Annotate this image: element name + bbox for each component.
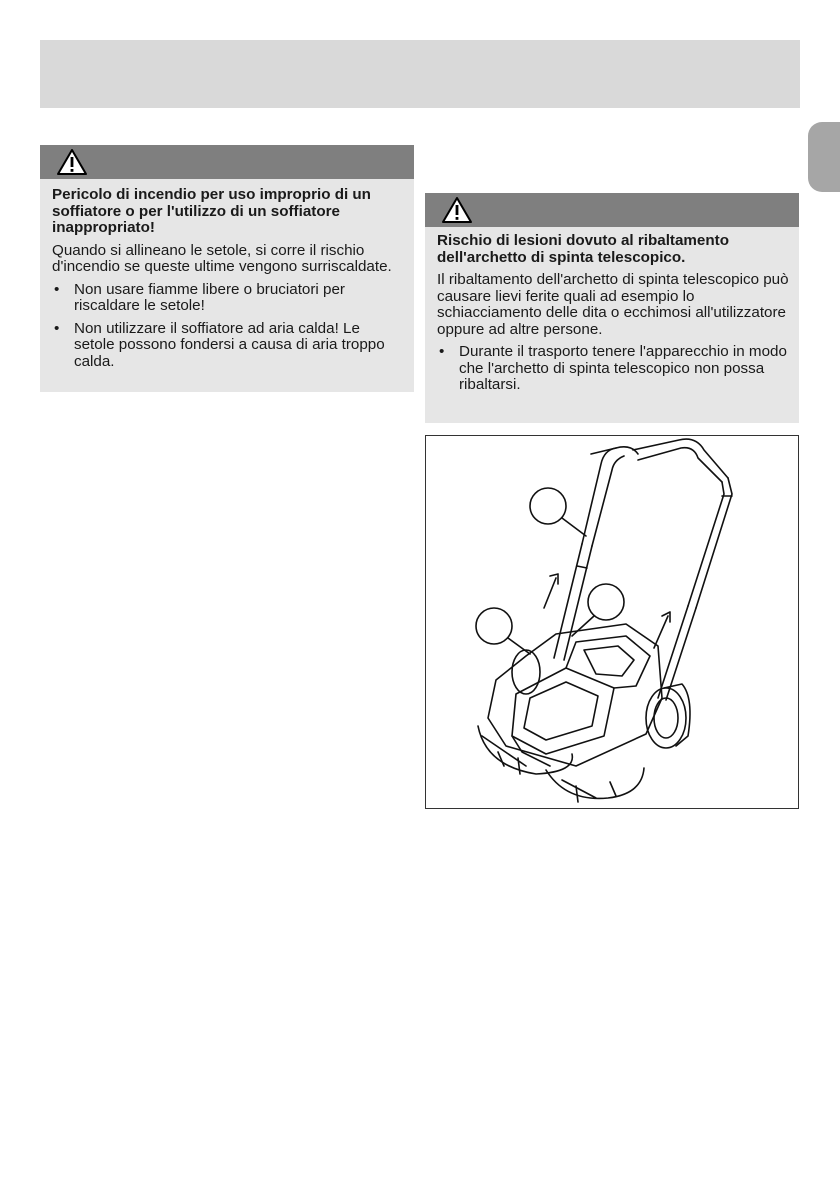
warning-title: Pericolo di incendio per uso improprio di un soffiatore o per l'utilizzo di un soffiatore inappropriato! <box>52 186 371 236</box>
warning-text: Il ribaltamento dell'archetto di spinta telescopico può causare lievi ferite quali ad esempio lo schiacciamento delle dita o ecchimosi all'utilizzatore oppure ad altre persone. <box>437 271 789 338</box>
warning-header <box>425 193 799 227</box>
section-header-bar <box>40 40 800 108</box>
chapter-side-tab <box>808 122 840 192</box>
warning-triangle-icon <box>56 148 88 176</box>
injury-risk-warning <box>425 193 799 423</box>
warning-bullet: • Non utilizzare il soffiatore ad aria calda! Le setole possono fondersi a causa di aria troppo calda. <box>52 321 404 371</box>
warning-triangle-icon <box>441 196 473 224</box>
warning-bullet: • Durante il trasporto tenere l'apparecchio in modo che l'archetto di spinta telescopico non possa ribaltarsi. <box>437 344 789 394</box>
telescopic-sweeper-illustration <box>426 436 798 808</box>
warning-text: Quando si allineano le setole, si corre il rischio d'incendio se queste ultime vengono surriscaldate. <box>52 241 392 275</box>
fire-hazard-warning <box>40 145 414 392</box>
warning-header <box>40 145 414 179</box>
warning-title: Rischio di lesioni dovuto al ribaltamento dell'archetto di spinta telescopico. <box>437 232 729 266</box>
warning-bullet: • Non usare fiamme libere o bruciatori per riscaldare le setole! <box>52 282 404 315</box>
sweeper-illustration-frame <box>425 435 799 809</box>
